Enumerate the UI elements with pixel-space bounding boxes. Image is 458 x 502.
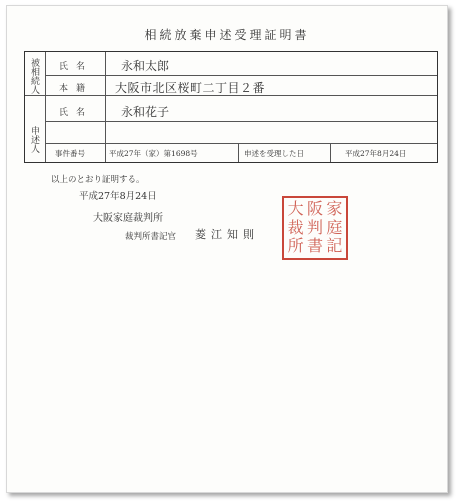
row-divider bbox=[45, 143, 437, 144]
decedent-domicile: 大阪市北区桜町二丁目２番 bbox=[115, 81, 266, 95]
issue-date: 平成27年8月24日 bbox=[79, 191, 157, 202]
column-divider bbox=[105, 52, 106, 162]
row-divider bbox=[45, 121, 437, 122]
column-divider bbox=[45, 52, 46, 162]
decedent-name: 永和太郎 bbox=[121, 59, 170, 73]
column-divider bbox=[330, 143, 331, 162]
official-seal-stamp: 大 阪 家 裁 判 庭 所 書 記 bbox=[282, 196, 348, 260]
decedent-domicile-label: 本籍 bbox=[59, 84, 94, 94]
accepted-date: 平成27年8月24日 bbox=[345, 149, 407, 158]
case-number-label: 事件番号 bbox=[55, 149, 85, 158]
accepted-label: 申述を受理した日 bbox=[244, 149, 304, 158]
court-name: 大阪家庭裁判所 bbox=[93, 213, 163, 224]
group-label-applicant: 申述人 bbox=[29, 126, 39, 153]
clerk-name: 菱江知則 bbox=[195, 228, 259, 241]
applicant-name-label: 氏名 bbox=[59, 108, 94, 118]
case-number: 平成27年（家）第1698号 bbox=[109, 149, 198, 158]
document-title: 相続放棄申述受理証明書 bbox=[144, 28, 310, 42]
group-label-decedent: 被相続人 bbox=[29, 58, 39, 94]
certificate-table bbox=[24, 51, 438, 163]
applicant-name: 永和花子 bbox=[121, 105, 170, 119]
clerk-title: 裁判所書記官 bbox=[125, 232, 177, 242]
certification-text: 以上のとおり証明する。 bbox=[51, 175, 145, 185]
column-divider bbox=[238, 143, 239, 162]
row-divider bbox=[45, 75, 437, 76]
certificate-page bbox=[6, 5, 448, 493]
decedent-name-label: 氏名 bbox=[59, 62, 94, 72]
